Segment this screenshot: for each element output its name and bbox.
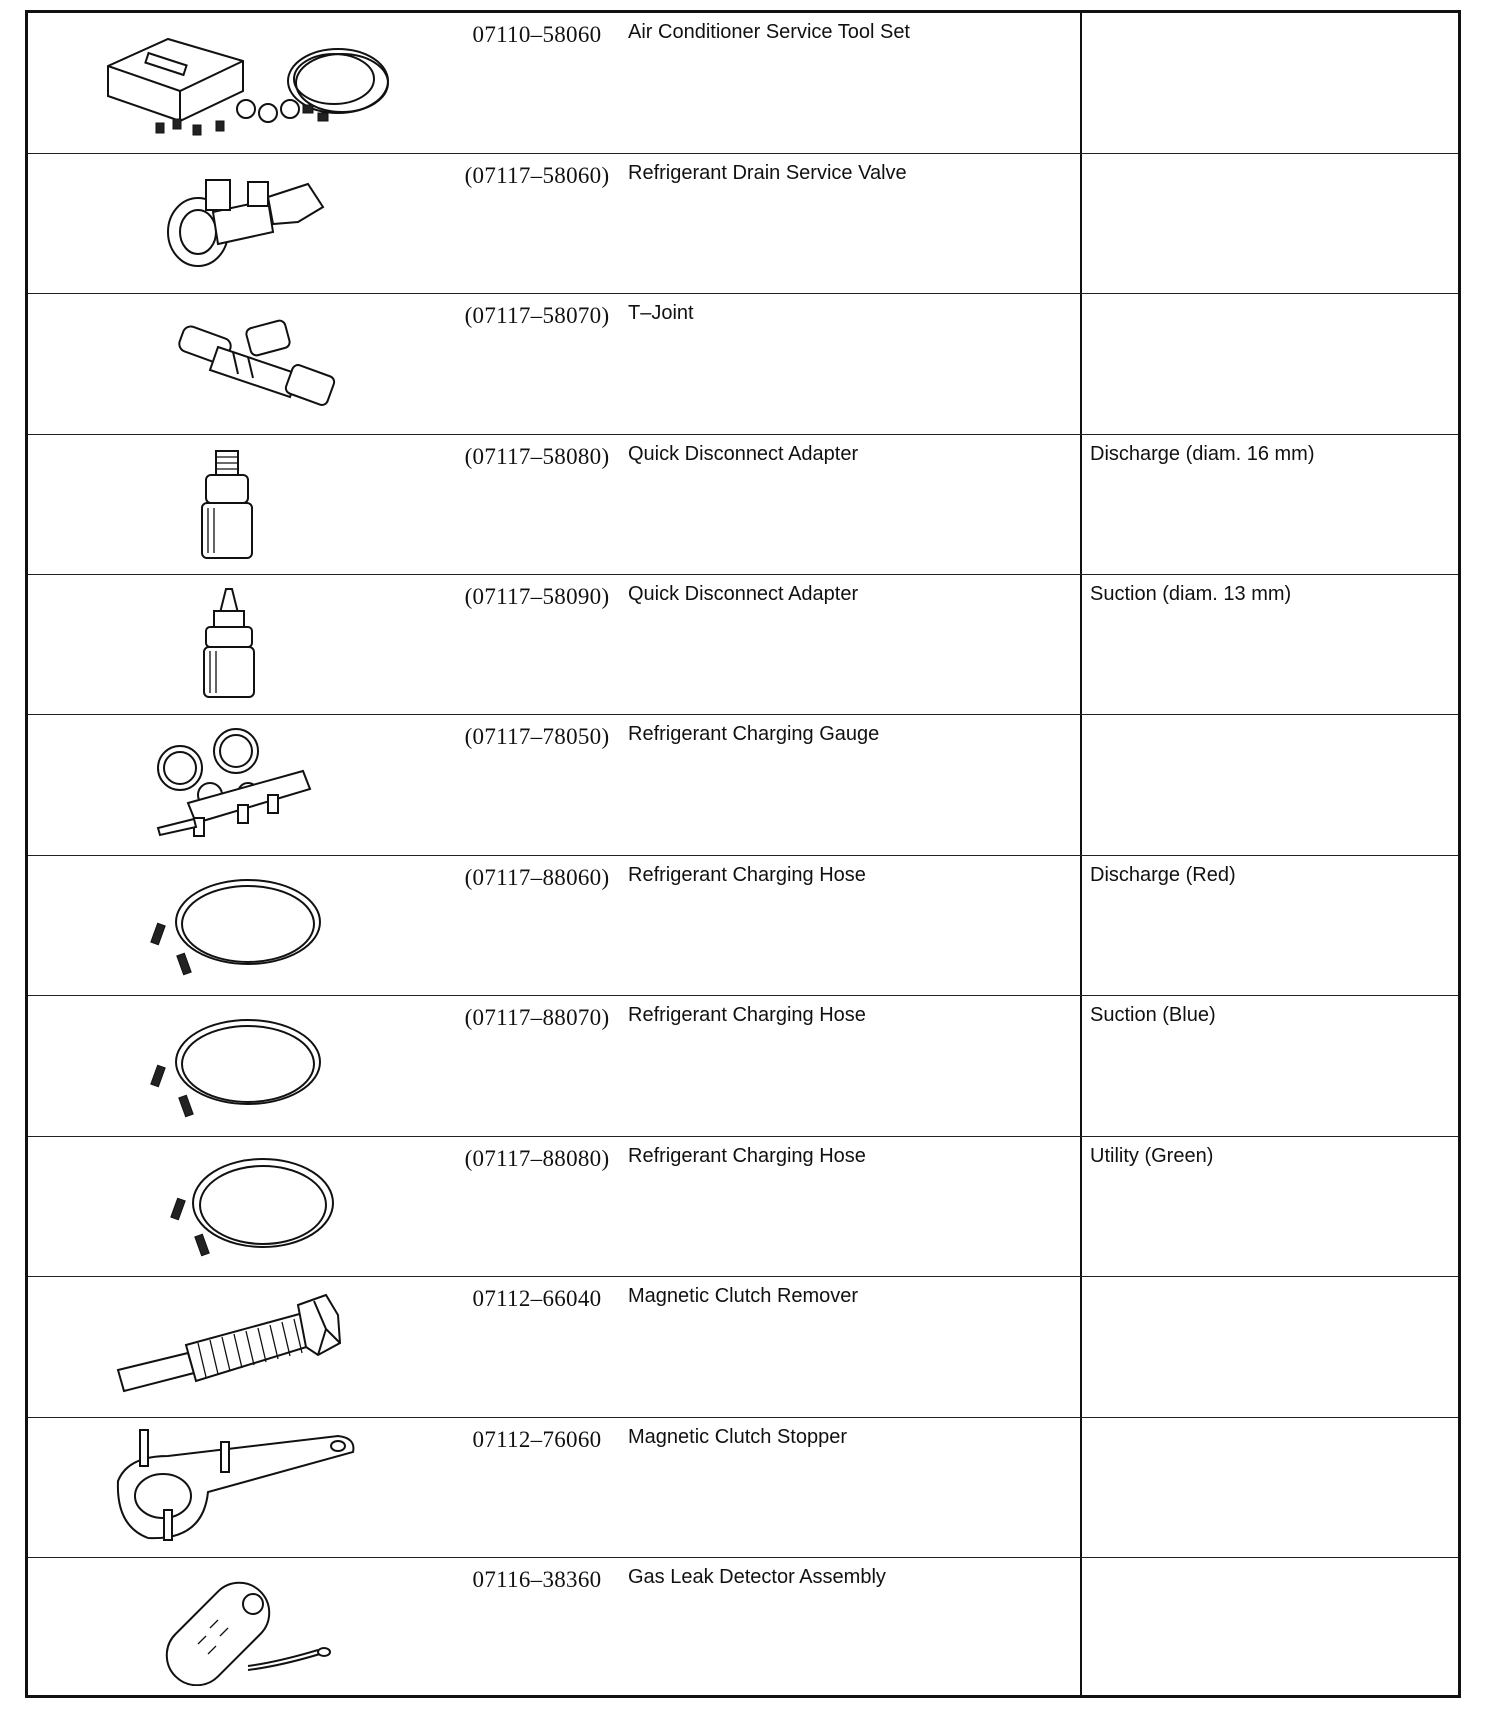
table-row	[28, 434, 1458, 574]
table-row	[28, 995, 1458, 1136]
tool-name: Quick Disconnect Adapter	[628, 583, 859, 605]
tool-remark: Utility (Green)	[1090, 1145, 1214, 1167]
part-number: (07117–78050)	[464, 724, 610, 749]
magnetic-clutch-remover-icon	[98, 1285, 398, 1405]
special-tool-table	[25, 10, 1461, 1698]
table-row	[28, 714, 1458, 855]
tool-name: Magnetic Clutch Stopper	[628, 1426, 848, 1448]
table-row	[28, 153, 1458, 293]
tool-name: Refrigerant Charging Hose	[628, 1004, 866, 1026]
part-number: (07117–58090)	[464, 584, 610, 609]
part-number: (07117–88060)	[464, 865, 610, 890]
part-number: (07117–88070)	[464, 1005, 610, 1030]
table-row	[28, 1276, 1458, 1417]
tool-name: Refrigerant Drain Service Valve	[628, 162, 907, 184]
part-number: (07117–58080)	[464, 444, 610, 469]
charging-hose-blue-icon	[98, 1004, 398, 1124]
charging-gauge-icon	[98, 723, 398, 843]
part-number: (07117–58070)	[464, 303, 610, 328]
quick-disconnect-adapter-16-icon	[98, 443, 398, 563]
table-row	[28, 13, 1458, 153]
tool-remark: Suction (Blue)	[1090, 1004, 1216, 1026]
part-number: (07117–88080)	[464, 1146, 610, 1171]
part-number: (07117–58060)	[464, 163, 610, 188]
tool-remark: Discharge (diam. 16 mm)	[1090, 443, 1315, 465]
table-row	[28, 855, 1458, 995]
tool-name: T–Joint	[628, 302, 694, 324]
table-row	[28, 1417, 1458, 1557]
charging-hose-green-icon	[98, 1145, 398, 1265]
tool-remark: Suction (diam. 13 mm)	[1090, 583, 1292, 605]
tool-name: Refrigerant Charging Gauge	[628, 723, 880, 745]
part-number: 07116–38360	[472, 1567, 602, 1592]
tool-name: Air Conditioner Service Tool Set	[628, 21, 910, 43]
table-row	[28, 1136, 1458, 1276]
ac-service-tool-set-icon	[98, 21, 398, 141]
drain-service-valve-icon	[98, 162, 398, 282]
part-number: 07112–76060	[472, 1427, 602, 1452]
gas-leak-detector-icon	[98, 1566, 398, 1686]
table-row	[28, 574, 1458, 714]
tool-remark: Discharge (Red)	[1090, 864, 1236, 886]
tool-name: Magnetic Clutch Remover	[628, 1285, 859, 1307]
tool-name: Refrigerant Charging Hose	[628, 864, 866, 886]
tool-name: Refrigerant Charging Hose	[628, 1145, 866, 1167]
table-row	[28, 1557, 1458, 1698]
charging-hose-red-icon	[98, 864, 398, 984]
table-row	[28, 293, 1458, 434]
magnetic-clutch-stopper-icon	[98, 1426, 398, 1546]
tool-name: Quick Disconnect Adapter	[628, 443, 859, 465]
quick-disconnect-adapter-13-icon	[98, 583, 398, 703]
part-number: 07110–58060	[472, 22, 602, 47]
t-joint-icon	[98, 302, 398, 422]
tool-name: Gas Leak Detector Assembly	[628, 1566, 886, 1588]
part-number: 07112–66040	[472, 1286, 602, 1311]
